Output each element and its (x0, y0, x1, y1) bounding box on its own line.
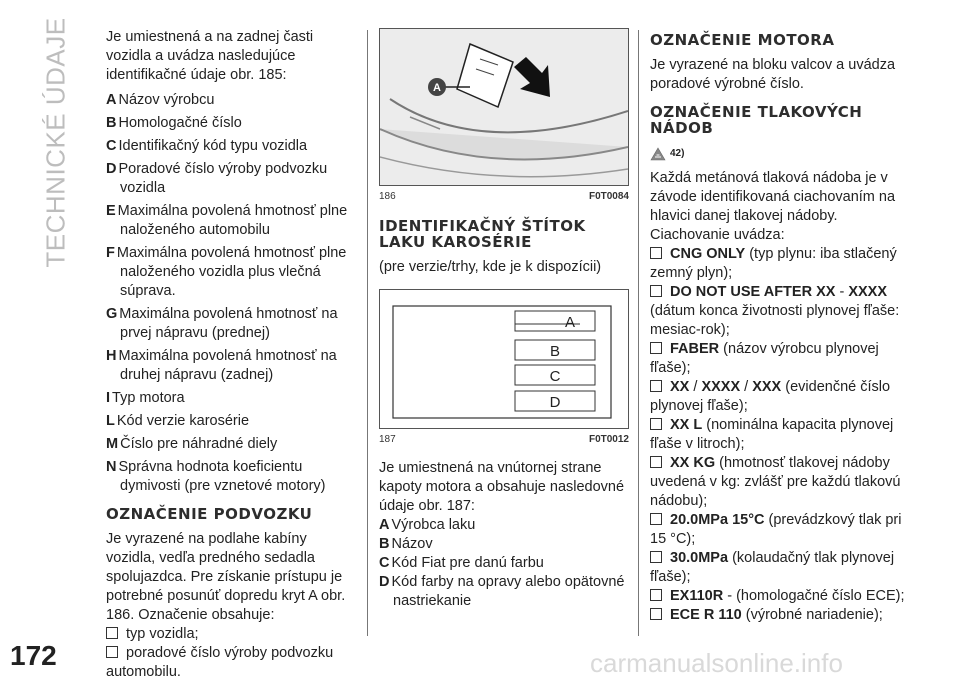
list-item (106, 160, 356, 198)
list-item-key: D (379, 574, 390, 590)
bullet-icon (106, 646, 118, 658)
warning-icon (650, 147, 666, 161)
heading-paint-plate: IDENTIFIKAČNÝ ŠTÍTOK LAKU KAROSÉRIE (379, 217, 586, 251)
list-item-key: H (106, 348, 117, 364)
list-item (106, 114, 356, 133)
list-item-text: Homologačné číslo (118, 115, 242, 131)
bullet-text-part: XXX (752, 379, 782, 395)
bullet-text-part: XX L (670, 417, 703, 433)
list-item-text: Kód verzie karosérie (116, 413, 250, 429)
column-divider (638, 30, 639, 636)
list-item (106, 305, 356, 343)
bullet-text-part: XX KG (670, 455, 716, 471)
list-item-key: M (106, 436, 119, 452)
pressure-vessel-body: Každá metánová tlaková nádoba je v závode identifikovaná ciachovaním na hlavici danej tlakovej nádoby. Ciachovanie uvádza: (650, 170, 896, 243)
bullet-icon (650, 589, 662, 601)
bullet-icon (106, 627, 118, 639)
bullet-text-part: - (homologačné číslo ECE); (723, 588, 905, 604)
list-item-key: C (106, 138, 117, 154)
bullet-text-part: / (740, 379, 753, 395)
list-item-key: A (106, 92, 117, 108)
bullet-text-part: CNG ONLY (670, 246, 746, 262)
bullet-text-part: / (689, 379, 702, 395)
stamp-bullet-item (650, 587, 905, 606)
bullet-icon (650, 551, 662, 563)
list-item-text: Maximálna povolená hmotnosť plne naloženého vozidla plus vlečná súprava. (116, 245, 347, 299)
stamp-bullet-item (650, 340, 905, 378)
bullet-text-part: (dátum konca životnosti plynovej fľaše: mesiac-rok); (650, 303, 900, 338)
list-item-key: B (379, 536, 390, 552)
bullet-text-part: EX110R (670, 588, 724, 604)
stamp-bullet-item (650, 606, 905, 625)
bullet-text-part: XXXX (848, 284, 887, 300)
identification-list (106, 91, 356, 496)
bullet-text-part: (hmotnosť tlakovej nádoby uvedená v kg: zvlášť pre každú tlakovú nádobu); (650, 455, 901, 509)
list-item (106, 347, 356, 385)
list-item (106, 137, 356, 156)
list-item (106, 412, 356, 431)
plate-label-a: A (564, 314, 576, 331)
bullet-text-part: XXXX (701, 379, 741, 395)
bullet-text-part: (kolaudačný tlak plynovej fľaše); (650, 550, 895, 585)
bullet-icon (650, 247, 662, 259)
heading-chassis-marking: OZNAČENIE PODVOZKU (106, 505, 313, 523)
chassis-bullet-list (106, 625, 356, 682)
bullet-text-part: - (835, 284, 849, 300)
list-item-text: Typ motora (112, 390, 185, 406)
bullet-item (106, 625, 356, 644)
bullet-text-part: FABER (670, 341, 720, 357)
stamp-bullet-item (650, 511, 905, 549)
list-item (106, 389, 356, 408)
list-item-text: Názov výrobcu (118, 92, 215, 108)
plate-label-d: D (549, 394, 561, 411)
paint-plate-body: Je umiestnená na vnútornej strane kapoty motora a obsahuje nasledovné údaje obr. 187: (379, 460, 625, 514)
plate-label-b: B (549, 343, 561, 360)
list-item (106, 458, 356, 496)
warning-reference (650, 144, 905, 163)
heading-engine-marking: OZNAČENIE MOTORA (650, 31, 835, 49)
stamp-bullet-item (650, 454, 905, 511)
intro-text: Je umiestnená a na zadnej časti vozidla a uvádza nasledujúce identifikačné údaje obr. 185: (106, 29, 314, 83)
column-divider (367, 30, 368, 636)
bullet-icon (650, 418, 662, 430)
bullet-item (106, 644, 356, 682)
figure-187-number: 187 (379, 434, 396, 445)
list-item-text: Číslo pre náhradné diely (120, 436, 278, 452)
bullet-icon (650, 380, 662, 392)
figure-187-illustration (380, 290, 628, 428)
list-item-key: N (106, 459, 117, 475)
list-item-text: Výrobca laku (391, 517, 476, 533)
list-item-key: B (106, 115, 117, 131)
figure-187 (379, 289, 629, 429)
figure-186-callout-a: A (433, 82, 441, 94)
list-item (106, 244, 356, 301)
column-3 (650, 28, 905, 625)
bullet-icon (650, 513, 662, 525)
list-item-key: F (106, 245, 115, 261)
plate-label-c: C (549, 368, 561, 385)
stamp-bullet-item (650, 378, 905, 416)
heading-pressure-vessel: OZNAČENIE TLAKOVÝCH NÁDOB (650, 103, 863, 137)
bullet-text-part: DO NOT USE AFTER XX (670, 284, 836, 300)
figure-187-code: F0T0012 (588, 434, 629, 445)
bullet-icon (650, 285, 662, 297)
paint-plate-list (379, 516, 629, 611)
watermark: carmanualsonline.info (590, 648, 843, 678)
list-item-text: Maximálna povolená hmotnosť plne naloženého automobilu (117, 203, 348, 238)
list-item (106, 435, 356, 454)
figure-186-code: F0T0084 (588, 191, 629, 202)
column-2 (379, 28, 629, 611)
bullet-text: typ vozidla; (126, 626, 199, 642)
figure-187-caption (379, 430, 629, 449)
list-item-text: Kód farby na opravy alebo opätovné nastriekanie (391, 574, 625, 609)
list-item-text: Správna hodnota koeficientu dymivosti (pre vznetové motory) (118, 459, 326, 494)
list-item-text: Identifikačný kód typu vozidla (118, 138, 308, 154)
bullet-text-part: (typ plynu: iba stlačený zemný plyn); (650, 246, 897, 281)
stamp-bullet-item (650, 245, 905, 283)
bullet-icon (650, 608, 662, 620)
stamp-bullet-item (650, 416, 905, 454)
list-item (106, 91, 356, 110)
figure-186-illustration (380, 29, 628, 185)
paint-plate-subtitle: (pre verzie/trhy, kde je k dispozícii) (379, 259, 602, 275)
chassis-body-text: Je vyrazené na podlahe kabíny vozidla, vedľa predného sedadla spolujazdca. Pre získanie prístupu je potrebné posunúť dopredu kryt A obr. 186. Označenie obsahuje: (106, 531, 346, 623)
list-item-key: L (106, 413, 115, 429)
list-item-text: Kód Fiat pre danú farbu (391, 555, 544, 571)
engine-marking-text: Je vyrazené na bloku valcov a uvádza poradové výrobné číslo. (650, 57, 896, 92)
column-1 (106, 28, 356, 682)
stamp-bullet-item (650, 283, 905, 340)
bullet-icon (650, 342, 662, 354)
list-item-key: G (106, 306, 118, 322)
bullet-text-part: 20.0MPa 15°C (670, 512, 765, 528)
warning-ref-number: 42) (670, 148, 685, 159)
stamp-bullet-list (650, 245, 905, 625)
list-item (379, 554, 629, 573)
bullet-text-part: XX (670, 379, 690, 395)
list-item-key: D (106, 161, 117, 177)
bullet-text-part: (evidenčné číslo plynovej fľaše); (650, 379, 891, 414)
bullet-icon (650, 456, 662, 468)
bullet-text-part: (názov výrobcu plynovej fľaše); (650, 341, 879, 376)
list-item-key: E (106, 203, 116, 219)
list-item-text: Maximálna povolená hmotnosť na prvej nápravu (prednej) (119, 306, 338, 341)
bullet-text-part: 30.0MPa (670, 550, 729, 566)
list-item-key: I (106, 390, 111, 406)
list-item-key: C (379, 555, 390, 571)
section-title: TECHNICKÉ ÚDAJE (40, 16, 71, 268)
bullet-text-part: (výrobné nariadenie); (741, 607, 883, 623)
bullet-text-part: ECE R 110 (670, 607, 742, 623)
stamp-bullet-item (650, 549, 905, 587)
bullet-text: poradové číslo výroby podvozku automobilu. (106, 645, 334, 680)
list-item (379, 535, 629, 554)
list-item (379, 516, 629, 535)
page-number: 172 (10, 640, 57, 671)
figure-186-number: 186 (379, 191, 396, 202)
list-item (379, 573, 629, 611)
bullet-text-part: (nominálna kapacita plynovej fľaše v litroch); (650, 417, 894, 452)
figure-186 (379, 28, 629, 186)
list-item-text: Poradové číslo výroby podvozku vozidla (118, 161, 328, 196)
list-item (106, 202, 356, 240)
list-item-key: A (379, 517, 390, 533)
list-item-text: Názov (391, 536, 433, 552)
bullet-text-part: (prevádzkový tlak pri 15 °C); (650, 512, 902, 547)
list-item-text: Maximálna povolená hmotnosť na druhej nápravu (zadnej) (118, 348, 337, 383)
figure-186-caption (379, 187, 629, 206)
